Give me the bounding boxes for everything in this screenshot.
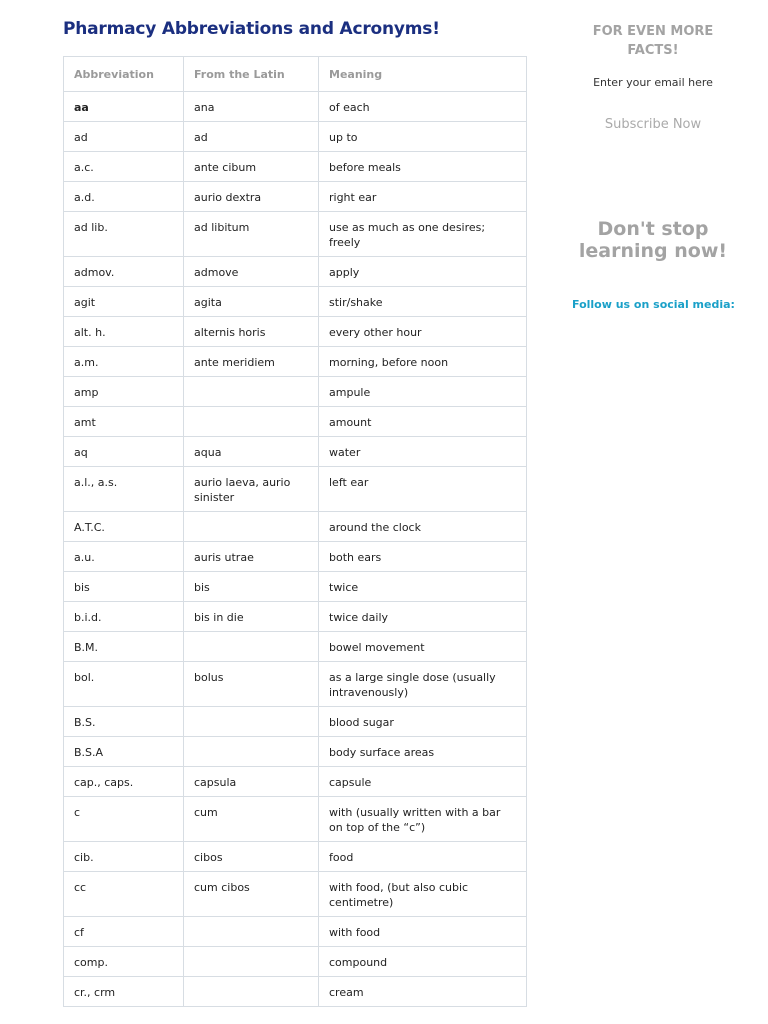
cell-meaning: left ear (319, 467, 527, 512)
cell-abbreviation: admov. (64, 257, 184, 287)
table-row (64, 632, 527, 662)
cell-abbreviation: alt. h. (64, 317, 184, 347)
cell-abbreviation: a.d. (64, 182, 184, 212)
cell-meaning: both ears (319, 542, 527, 572)
cell-abbreviation: c (64, 797, 184, 842)
cell-latin: admove (184, 257, 319, 287)
cell-latin: bolus (184, 662, 319, 707)
table-row (64, 92, 527, 122)
cell-meaning: twice (319, 572, 527, 602)
cell-abbreviation: aq (64, 437, 184, 467)
table-row (64, 287, 527, 317)
cell-abbreviation: B.S.A (64, 737, 184, 767)
column-header-abbreviation: Abbreviation (64, 57, 184, 92)
cell-latin (184, 917, 319, 947)
table-row (64, 182, 527, 212)
cell-latin: aurio dextra (184, 182, 319, 212)
cell-meaning: right ear (319, 182, 527, 212)
table-row (64, 437, 527, 467)
cell-latin (184, 707, 319, 737)
cell-latin: ante meridiem (184, 347, 319, 377)
cell-meaning: bowel movement (319, 632, 527, 662)
cell-abbreviation: bol. (64, 662, 184, 707)
cell-abbreviation: b.i.d. (64, 602, 184, 632)
cell-latin: cibos (184, 842, 319, 872)
cell-meaning: apply (319, 257, 527, 287)
cell-abbreviation: amt (64, 407, 184, 437)
cell-latin (184, 947, 319, 977)
cell-meaning: use as much as one desires; freely (319, 212, 527, 257)
cell-abbreviation: cib. (64, 842, 184, 872)
table-row (64, 572, 527, 602)
table-row (64, 797, 527, 842)
table-row (64, 257, 527, 287)
cell-abbreviation: bis (64, 572, 184, 602)
cell-latin (184, 977, 319, 1007)
cell-meaning: around the clock (319, 512, 527, 542)
cell-abbreviation: comp. (64, 947, 184, 977)
abbreviations-table-container (63, 56, 526, 1007)
table-row (64, 152, 527, 182)
cell-meaning: amount (319, 407, 527, 437)
cell-latin (184, 512, 319, 542)
cell-latin: ad (184, 122, 319, 152)
column-header-meaning: Meaning (319, 57, 527, 92)
abbreviations-table (63, 56, 527, 1007)
cell-abbreviation: a.m. (64, 347, 184, 377)
cell-meaning: body surface areas (319, 737, 527, 767)
cell-abbreviation: aa (64, 92, 184, 122)
cell-latin: bis (184, 572, 319, 602)
table-row (64, 317, 527, 347)
table-header-row (64, 57, 527, 92)
cell-latin: bis in die (184, 602, 319, 632)
facts-heading: FOR EVEN MORE FACTS! (592, 24, 714, 58)
cell-latin: ad libitum (184, 212, 319, 257)
table-row (64, 977, 527, 1007)
cell-meaning: ampule (319, 377, 527, 407)
subscribe-button[interactable]: Subscribe Now (599, 115, 707, 134)
cell-meaning: as a large single dose (usually intravenously) (319, 662, 527, 707)
cell-meaning: before meals (319, 152, 527, 182)
table-row (64, 122, 527, 152)
table-row (64, 917, 527, 947)
table-row (64, 377, 527, 407)
cell-abbreviation: A.T.C. (64, 512, 184, 542)
page-title: Pharmacy Abbreviations and Acronyms! (63, 19, 440, 39)
cell-abbreviation: a.c. (64, 152, 184, 182)
table-row (64, 842, 527, 872)
table-row (64, 707, 527, 737)
cell-latin: aurio laeva, aurio sinister (184, 467, 319, 512)
follow-social-label: Follow us on social media: (572, 298, 735, 311)
table-row (64, 212, 527, 257)
cell-latin: ante cibum (184, 152, 319, 182)
cell-meaning: compound (319, 947, 527, 977)
table-row (64, 347, 527, 377)
email-input[interactable] (588, 74, 718, 91)
cell-abbreviation: amp (64, 377, 184, 407)
cell-latin: agita (184, 287, 319, 317)
cell-meaning: capsule (319, 767, 527, 797)
cell-meaning: cream (319, 977, 527, 1007)
cell-latin: aqua (184, 437, 319, 467)
cell-meaning: food (319, 842, 527, 872)
cell-meaning: with food (319, 917, 527, 947)
cell-abbreviation: cf (64, 917, 184, 947)
cell-latin (184, 407, 319, 437)
table-row (64, 662, 527, 707)
cell-meaning: every other hour (319, 317, 527, 347)
cell-meaning: morning, before noon (319, 347, 527, 377)
table-row (64, 602, 527, 632)
table-row (64, 872, 527, 917)
table-row (64, 767, 527, 797)
table-row (64, 737, 527, 767)
learning-heading: Don't stop learning now! (578, 218, 728, 262)
cell-meaning: with (usually written with a bar on top of the “c”) (319, 797, 527, 842)
table-row (64, 542, 527, 572)
cell-meaning: blood sugar (319, 707, 527, 737)
table-body (64, 92, 527, 1007)
cell-meaning: stir/shake (319, 287, 527, 317)
cell-latin: cum cibos (184, 872, 319, 917)
table-row (64, 512, 527, 542)
cell-meaning: up to (319, 122, 527, 152)
cell-latin (184, 632, 319, 662)
cell-abbreviation: ad (64, 122, 184, 152)
table-row (64, 947, 527, 977)
cell-meaning: with food, (but also cubic centimetre) (319, 872, 527, 917)
cell-latin: auris utrae (184, 542, 319, 572)
cell-abbreviation: a.u. (64, 542, 184, 572)
cell-abbreviation: a.l., a.s. (64, 467, 184, 512)
cell-abbreviation: ad lib. (64, 212, 184, 257)
table-row (64, 407, 527, 437)
cell-abbreviation: B.M. (64, 632, 184, 662)
cell-abbreviation: cap., caps. (64, 767, 184, 797)
cell-latin: alternis horis (184, 317, 319, 347)
sidebar (572, 22, 734, 311)
cell-abbreviation: B.S. (64, 707, 184, 737)
cell-latin (184, 377, 319, 407)
cell-meaning: of each (319, 92, 527, 122)
cell-latin: cum (184, 797, 319, 842)
cell-meaning: twice daily (319, 602, 527, 632)
cell-meaning: water (319, 437, 527, 467)
cell-abbreviation: agit (64, 287, 184, 317)
cell-latin (184, 737, 319, 767)
cell-abbreviation: cc (64, 872, 184, 917)
cell-latin: ana (184, 92, 319, 122)
cell-latin: capsula (184, 767, 319, 797)
cell-abbreviation: cr., crm (64, 977, 184, 1007)
column-header-latin: From the Latin (184, 57, 319, 92)
table-row (64, 467, 527, 512)
